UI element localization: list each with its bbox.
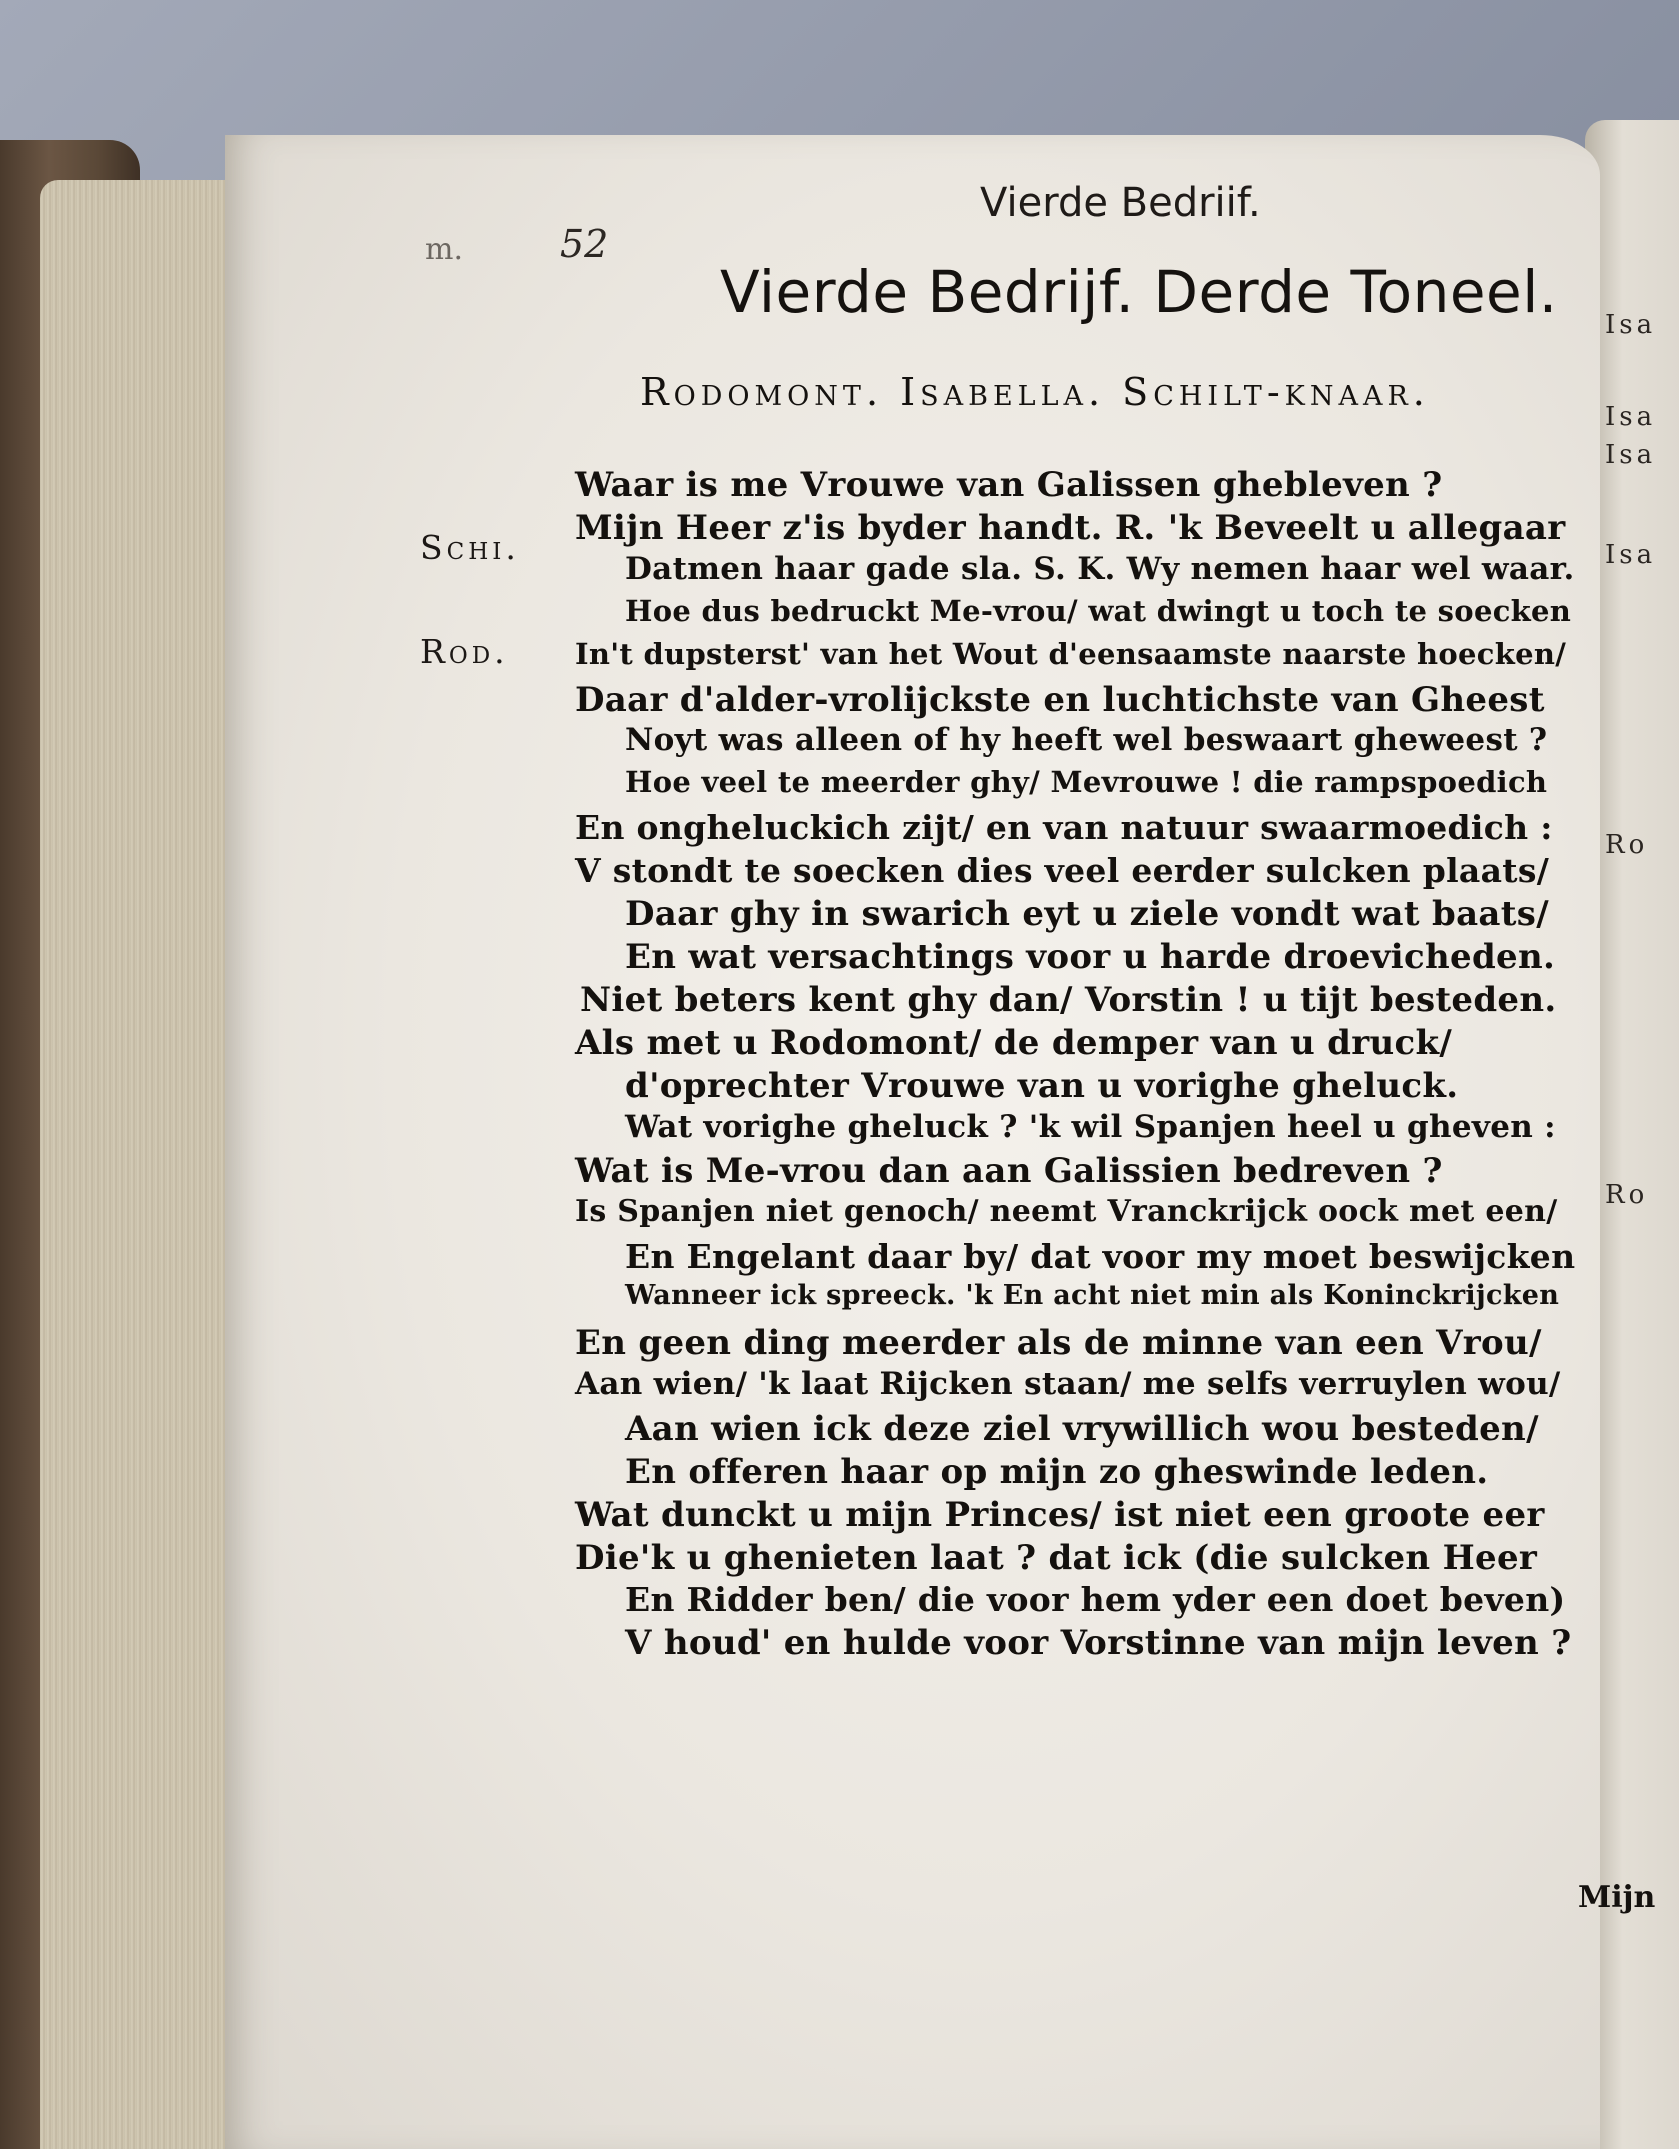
verse-line: Die'k u ghenieten laat ? dat ick (die sulcken Heer — [575, 1538, 1538, 1578]
facing-speaker: Ro — [1605, 830, 1649, 860]
verse-line: Aan wien/ 'k laat Rijcken staan/ me selfs verruylen wou/ — [575, 1366, 1561, 1402]
facing-speaker: Isa — [1605, 402, 1657, 432]
facing-speaker: Isa — [1605, 540, 1657, 570]
verse-line: En wat versachtings voor u harde droevicheden. — [625, 937, 1556, 977]
verse-line: Daar d'alder-vrolijckste en luchtichste van Gheest — [575, 680, 1545, 720]
speaker-label: Rod. — [420, 632, 509, 671]
verse-line: Aan wien ick deze ziel vrywillich wou besteden/ — [625, 1409, 1539, 1449]
verse-line: En Engelant daar by/ dat voor my moet beswijcken — [625, 1237, 1576, 1276]
verse-line: In't dupsterst' van het Wout d'eensaamste naarste hoecken/ — [575, 637, 1567, 671]
verse-line: V stondt te soecken dies veel eerder sulcken plaats/ — [575, 851, 1550, 890]
verse-line: Niet beters kent ghy dan/ Vorstin ! u tijt besteden. — [580, 980, 1557, 1020]
verse-line: En geen ding meerder als de minne van een Vrou/ — [575, 1323, 1542, 1363]
verse-line: Wat vorighe gheluck ? 'k wil Spanjen heel u gheven : — [625, 1109, 1556, 1145]
facing-page-margin — [1605, 290, 1679, 1990]
verse-line: En Ridder ben/ die voor hem yder een doet beven) — [625, 1580, 1566, 1619]
verse-line: Daar ghy in swarich eyt u ziele vondt wat baats/ — [625, 894, 1549, 934]
verse-line: Hoe dus bedruckt Me-vrou/ wat dwingt u toch te soecken — [625, 594, 1572, 628]
verse-line: Mijn Heer z'is byder handt. R. 'k Beveelt u allegaar — [575, 508, 1566, 548]
verse-line: Waar is me Vrouwe van Galissen ghebleven ? — [575, 465, 1443, 505]
margin-mark: m. — [425, 232, 463, 267]
verse-line: d'oprechter Vrouwe van u vorighe gheluck. — [625, 1066, 1459, 1106]
catchword: Mijn — [1578, 1880, 1656, 1915]
verse-line: En offeren haar op mijn zo gheswinde leden. — [625, 1452, 1489, 1492]
character-list: Rodomont. Isabella. Schilt-knaar. — [640, 370, 1430, 414]
page-number: 52 — [560, 222, 609, 266]
verse-line: Hoe veel te meerder ghy/ Mevrouwe ! die rampspoedich — [625, 765, 1548, 799]
verse-line: En ongheluckich zijt/ en van natuur swaarmoedich : — [575, 808, 1553, 847]
verse-line: Wanneer ick spreeck. 'k En acht niet min als Koninckrijcken — [625, 1280, 1560, 1311]
speaker-label: Schi. — [420, 528, 520, 567]
verse-line: Wat is Me-vrou dan aan Galissien bedreven ? — [575, 1151, 1443, 1191]
facing-speaker: Ro — [1605, 1180, 1649, 1210]
facing-speaker: Isa — [1605, 310, 1657, 340]
running-head: Vierde Bedriif. — [980, 180, 1261, 226]
verse-line: Is Spanjen niet genoch/ neemt Vranckrijck oock met een/ — [575, 1194, 1558, 1229]
facing-speaker: Isa — [1605, 440, 1657, 470]
verse-line: Wat dunckt u mijn Princes/ ist niet een groote eer — [575, 1495, 1545, 1535]
verse-line: Datmen haar gade sla. S. K. Wy nemen haar wel waar. — [625, 551, 1575, 587]
verse-line: V houd' en hulde voor Vorstinne van mijn leven ? — [625, 1623, 1572, 1663]
verse-line: Noyt was alleen of hy heeft wel beswaart gheweest ? — [625, 722, 1548, 758]
scene-heading: Vierde Bedrijf. Derde Toneel. — [720, 258, 1558, 326]
page-edges — [40, 180, 240, 2149]
verse-line: Als met u Rodomont/ de demper van u druck/ — [575, 1023, 1453, 1063]
